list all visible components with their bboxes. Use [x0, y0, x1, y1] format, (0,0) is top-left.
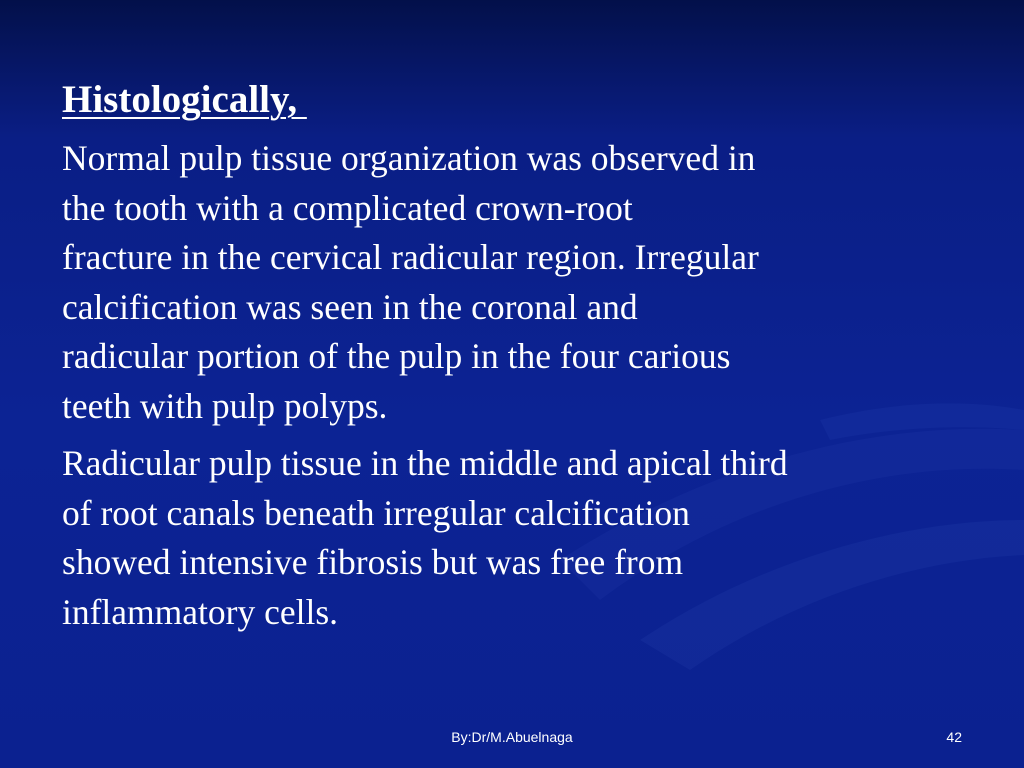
paragraph-line: showed intensive fibrosis but was free from — [62, 542, 684, 582]
page-number: 42 — [946, 729, 962, 745]
paragraph-line: fracture in the cervical radicular region. Irregular — [62, 237, 759, 277]
paragraph-1 — [62, 134, 972, 431]
slide-heading: Histologically, — [62, 78, 307, 121]
paragraph-line: inflammatory cells. — [62, 591, 339, 632]
paragraph-line: teeth with pulp polyps. — [62, 385, 388, 426]
paragraph-line: Normal pulp tissue organization was observed in — [62, 138, 756, 178]
paragraph-line: the tooth with a complicated crown-root — [62, 187, 633, 228]
paragraph-line: radicular portion of the pulp in the four carious — [62, 336, 731, 376]
paragraph-line: of root canals beneath irregular calcification — [62, 492, 690, 533]
footer-credit: By:Dr/M.Abuelnaga — [451, 729, 573, 745]
paragraph-line: calcification was seen in the coronal and — [62, 286, 638, 327]
paragraph-line: Radicular pulp tissue in the middle and apical third — [62, 443, 788, 483]
slide-content — [62, 74, 972, 645]
paragraph-2 — [62, 439, 972, 637]
